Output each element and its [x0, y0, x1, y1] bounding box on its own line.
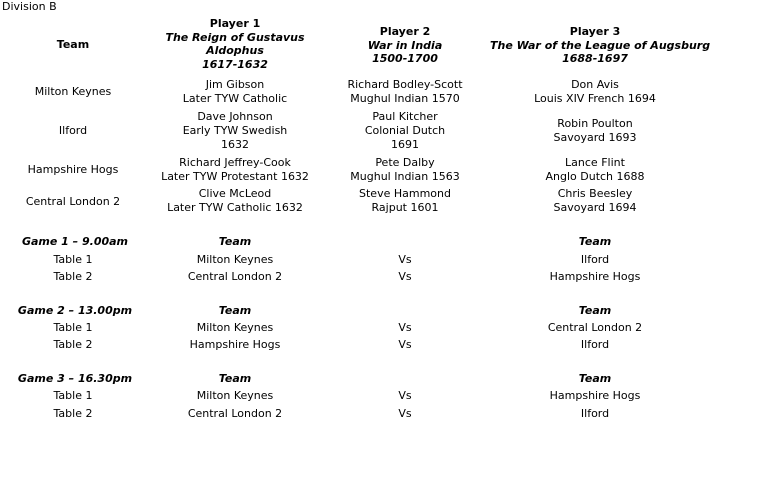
game-team-header: Team: [578, 235, 612, 248]
header-player-2: [330, 25, 480, 66]
game-home-team: Central London 2: [187, 407, 283, 420]
player-1-label: Player 1: [209, 17, 261, 30]
game-title: Game 2 – 13.00pm: [17, 304, 133, 317]
player-3-period-line: 1688-1697: [562, 52, 628, 65]
team-player-3: Lance Flint Anglo Dutch 1688: [545, 156, 645, 183]
game-vs: Vs: [398, 270, 412, 283]
player-2-label: Player 2: [379, 25, 431, 38]
team-player-2: Steve Hammond Rajput 1601: [359, 187, 451, 214]
game-vs: Vs: [398, 321, 412, 334]
game-away-team: Hampshire Hogs: [549, 389, 641, 402]
header-player-3: [490, 25, 711, 66]
game-away-team: Hampshire Hogs: [549, 270, 641, 283]
game-team-header: Team: [218, 372, 252, 385]
game-table-label: Table 1: [53, 321, 93, 334]
game-home-team: Milton Keynes: [196, 253, 274, 266]
team-name: Milton Keynes: [34, 85, 112, 98]
game-team-header: Team: [578, 304, 612, 317]
player-2-period-line: War in India: [367, 38, 443, 52]
team-player-3: Chris Beesley Savoyard 1694: [553, 187, 637, 214]
division-title: Division B: [2, 0, 57, 13]
game-away-team: Ilford: [580, 407, 610, 420]
header-player-1: [150, 17, 320, 71]
game-title: Game 1 – 9.00am: [21, 235, 129, 248]
header-team-label: Team: [56, 38, 90, 51]
game-home-team: Milton Keynes: [196, 389, 274, 402]
team-player-2: Paul Kitcher Colonial Dutch 1691: [364, 110, 446, 151]
player-3-label: Player 3: [569, 25, 621, 38]
player-1-period-line: 1617-1632: [202, 57, 268, 71]
team-player-1: Clive McLeod Later TYW Catholic 1632: [167, 187, 303, 214]
team-name: Hampshire Hogs: [27, 163, 119, 176]
team-player-3: Robin Poulton Savoyard 1693: [553, 117, 637, 144]
game-vs: Vs: [398, 407, 412, 420]
game-away-team: Central London 2: [547, 321, 643, 334]
team-name: Ilford: [58, 124, 88, 137]
team-player-2: Richard Bodley-Scott Mughul Indian 1570: [347, 78, 463, 105]
game-vs: Vs: [398, 253, 412, 266]
player-3-period-line: The War of the League of Augsburg: [490, 38, 711, 52]
team-player-2: Pete Dalby Mughul Indian 1563: [350, 156, 460, 183]
game-table-label: Table 2: [53, 338, 93, 351]
team-player-1: Dave Johnson Early TYW Swedish 1632: [182, 110, 288, 151]
game-away-team: Ilford: [580, 253, 610, 266]
player-1-period-line: Aldophus: [206, 44, 264, 57]
game-vs: Vs: [398, 389, 412, 402]
game-table-label: Table 2: [53, 270, 93, 283]
game-home-team: Milton Keynes: [196, 321, 274, 334]
game-team-header: Team: [218, 235, 252, 248]
player-1-period-line: The Reign of Gustavus: [165, 30, 305, 44]
team-player-3: Don Avis Louis XIV French 1694: [534, 78, 656, 105]
game-home-team: Hampshire Hogs: [189, 338, 281, 351]
team-player-1: Jim Gibson Later TYW Catholic: [182, 78, 288, 105]
player-2-period-line: 1500-1700: [372, 52, 438, 65]
game-team-header: Team: [578, 372, 612, 385]
game-home-team: Central London 2: [187, 270, 283, 283]
team-player-1: Richard Jeffrey-Cook Later TYW Protestant 1632: [161, 156, 309, 183]
game-vs: Vs: [398, 338, 412, 351]
game-table-label: Table 2: [53, 407, 93, 420]
game-team-header: Team: [218, 304, 252, 317]
team-name: Central London 2: [25, 195, 121, 208]
game-title: Game 3 – 16.30pm: [17, 372, 133, 385]
game-table-label: Table 1: [53, 389, 93, 402]
game-table-label: Table 1: [53, 253, 93, 266]
game-away-team: Ilford: [580, 338, 610, 351]
